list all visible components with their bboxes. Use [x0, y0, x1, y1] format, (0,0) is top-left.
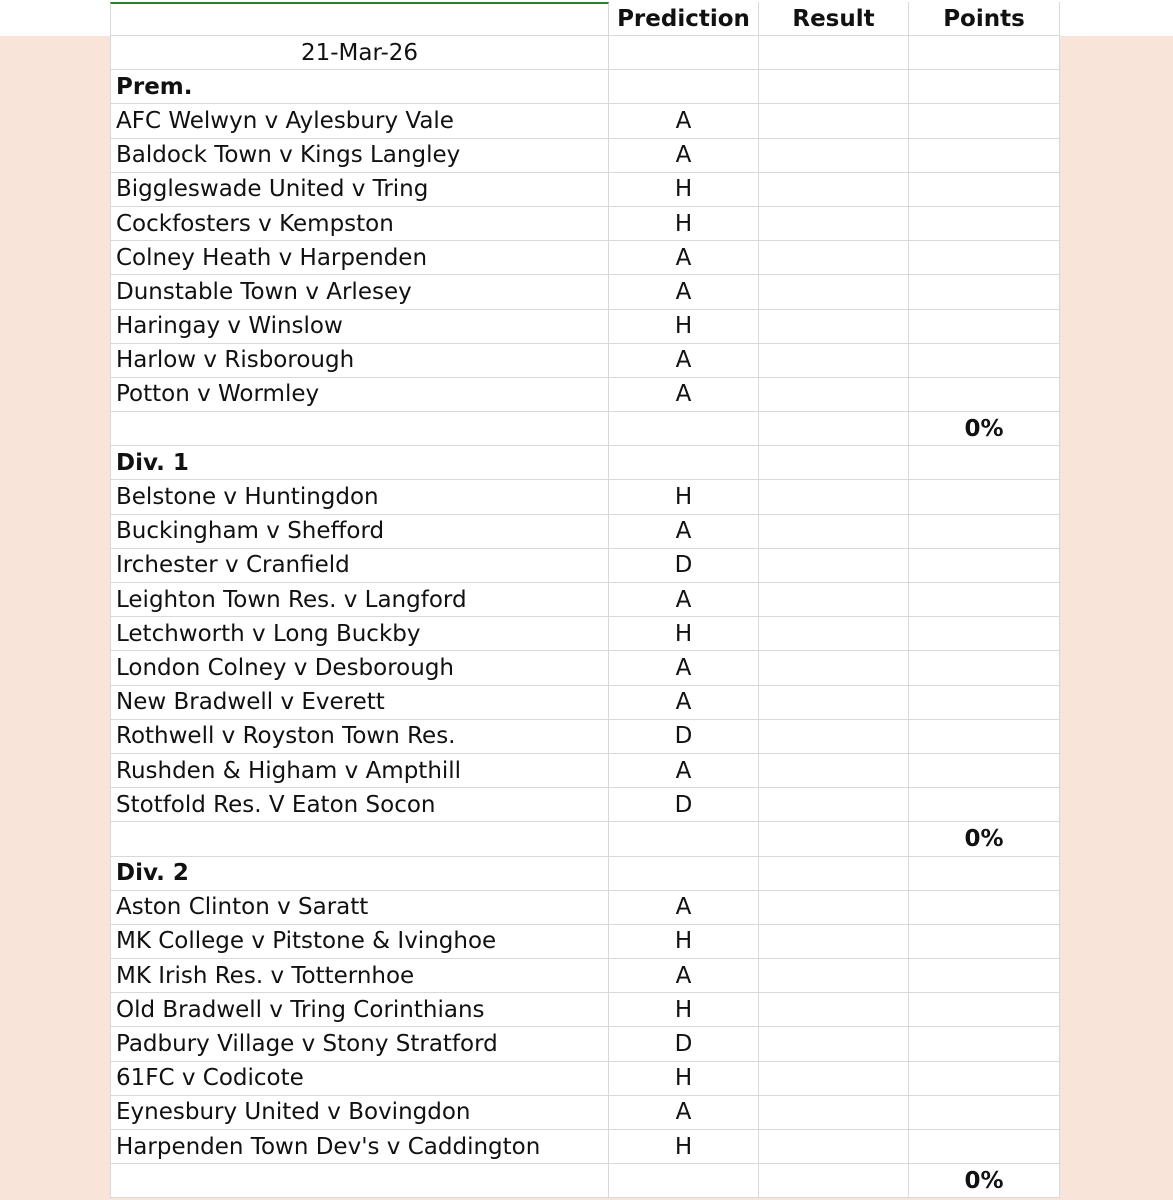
fixture-cell[interactable]: Rothwell v Royston Town Res.	[110, 720, 609, 753]
result-cell[interactable]	[759, 275, 909, 308]
result-cell[interactable]	[759, 378, 909, 411]
empty-cell[interactable]	[909, 857, 1060, 890]
fixture-cell[interactable]: Haringay v Winslow	[110, 310, 609, 343]
points-cell[interactable]	[909, 959, 1060, 992]
points-cell[interactable]	[909, 993, 1060, 1026]
fixture-row	[110, 549, 1060, 583]
fixture-cell[interactable]: Buckingham v Shefford	[110, 515, 609, 548]
prediction-cell[interactable]: D	[609, 788, 759, 821]
fixture-row	[110, 925, 1060, 959]
result-cell[interactable]	[759, 959, 909, 992]
section-title-row	[110, 857, 1060, 891]
points-cell[interactable]	[909, 241, 1060, 274]
prediction-cell[interactable]: H	[609, 480, 759, 513]
result-cell[interactable]	[759, 480, 909, 513]
result-cell[interactable]	[759, 310, 909, 343]
fixture-row	[110, 1027, 1060, 1061]
empty-cell[interactable]	[110, 1164, 609, 1197]
fixture-cell[interactable]: Biggleswade United v Tring	[110, 173, 609, 206]
points-cell[interactable]	[909, 686, 1060, 719]
result-header[interactable]: Result	[759, 2, 909, 35]
date-cell[interactable]: 21-Mar-26	[110, 36, 609, 69]
empty-cell[interactable]	[759, 446, 909, 479]
result-cell[interactable]	[759, 1062, 909, 1095]
fixture-cell[interactable]: Harpenden Town Dev's v Caddington	[110, 1130, 609, 1163]
header-blank-cell[interactable]	[110, 2, 609, 35]
points-cell[interactable]	[909, 104, 1060, 137]
points-cell[interactable]	[909, 310, 1060, 343]
prediction-cell[interactable]: A	[609, 1096, 759, 1129]
fixture-cell[interactable]: Letchworth v Long Buckby	[110, 617, 609, 650]
fixture-cell[interactable]: Belstone v Huntingdon	[110, 480, 609, 513]
spreadsheet-grid	[110, 2, 1060, 1198]
points-cell[interactable]	[909, 139, 1060, 172]
fixture-row	[110, 275, 1060, 309]
empty-cell[interactable]	[609, 446, 759, 479]
empty-cell[interactable]	[909, 36, 1060, 69]
result-cell[interactable]	[759, 788, 909, 821]
fixture-row	[110, 1130, 1060, 1164]
empty-cell[interactable]	[609, 70, 759, 103]
prediction-cell[interactable]: A	[609, 378, 759, 411]
result-cell[interactable]	[759, 207, 909, 240]
result-cell[interactable]	[759, 1027, 909, 1060]
points-cell[interactable]	[909, 583, 1060, 616]
fixture-row	[110, 583, 1060, 617]
fixture-cell[interactable]: Rushden & Higham v Ampthill	[110, 754, 609, 787]
result-cell[interactable]	[759, 104, 909, 137]
fixture-cell[interactable]: Leighton Town Res. v Langford	[110, 583, 609, 616]
fixture-row	[110, 686, 1060, 720]
empty-cell[interactable]	[759, 822, 909, 855]
empty-cell[interactable]	[609, 36, 759, 69]
points-cell[interactable]	[909, 1130, 1060, 1163]
result-cell[interactable]	[759, 1096, 909, 1129]
fixture-cell[interactable]: Aston Clinton v Saratt	[110, 891, 609, 924]
fixture-row	[110, 1062, 1060, 1096]
empty-cell[interactable]	[609, 822, 759, 855]
fixture-row	[110, 173, 1060, 207]
fixture-cell[interactable]: Eynesbury United v Bovingdon	[110, 1096, 609, 1129]
result-cell[interactable]	[759, 617, 909, 650]
prediction-cell[interactable]: D	[609, 720, 759, 753]
section-total-row	[110, 822, 1060, 856]
result-cell[interactable]	[759, 925, 909, 958]
points-cell[interactable]	[909, 617, 1060, 650]
points-cell[interactable]	[909, 1096, 1060, 1129]
fixture-cell[interactable]: New Bradwell v Everett	[110, 686, 609, 719]
fixture-row	[110, 720, 1060, 754]
fixture-cell[interactable]: Stotfold Res. V Eaton Socon	[110, 788, 609, 821]
points-cell[interactable]	[909, 925, 1060, 958]
result-cell[interactable]	[759, 1130, 909, 1163]
fixture-row	[110, 207, 1060, 241]
points-cell[interactable]	[909, 1027, 1060, 1060]
result-cell[interactable]	[759, 583, 909, 616]
fixture-cell[interactable]: Colney Heath v Harpenden	[110, 241, 609, 274]
fixture-cell[interactable]: Potton v Wormley	[110, 378, 609, 411]
prediction-cell[interactable]: H	[609, 207, 759, 240]
fixture-row	[110, 754, 1060, 788]
result-cell[interactable]	[759, 720, 909, 753]
prediction-cell[interactable]: A	[609, 344, 759, 377]
fixture-cell[interactable]: MK College v Pitstone & Ivinghoe	[110, 925, 609, 958]
points-cell[interactable]	[909, 788, 1060, 821]
fixture-row	[110, 104, 1060, 138]
result-cell[interactable]	[759, 993, 909, 1026]
empty-cell[interactable]	[110, 412, 609, 445]
fixture-row	[110, 344, 1060, 378]
fixture-cell[interactable]: Baldock Town v Kings Langley	[110, 139, 609, 172]
points-cell[interactable]	[909, 651, 1060, 684]
fixture-row	[110, 1096, 1060, 1130]
points-total-cell[interactable]: 0%	[909, 1164, 1060, 1197]
empty-cell[interactable]	[759, 70, 909, 103]
empty-cell[interactable]	[759, 36, 909, 69]
points-total-cell[interactable]: 0%	[909, 822, 1060, 855]
empty-cell[interactable]	[609, 1164, 759, 1197]
fixture-cell[interactable]: Irchester v Cranfield	[110, 549, 609, 582]
fixture-cell[interactable]: Cockfosters v Kempston	[110, 207, 609, 240]
prediction-cell[interactable]: A	[609, 686, 759, 719]
prediction-header[interactable]: Prediction	[609, 2, 759, 35]
section-title-row	[110, 70, 1060, 104]
section-total-row	[110, 412, 1060, 446]
fixture-row	[110, 515, 1060, 549]
points-header[interactable]: Points	[909, 2, 1060, 35]
result-cell[interactable]	[759, 139, 909, 172]
fixture-cell[interactable]: Old Bradwell v Tring Corinthians	[110, 993, 609, 1026]
points-cell[interactable]	[909, 515, 1060, 548]
points-cell[interactable]	[909, 480, 1060, 513]
fixture-row	[110, 310, 1060, 344]
fixture-row	[110, 139, 1060, 173]
section-title-row	[110, 446, 1060, 480]
prediction-cell[interactable]: A	[609, 104, 759, 137]
prediction-cell[interactable]: H	[609, 1130, 759, 1163]
empty-cell[interactable]	[609, 857, 759, 890]
empty-cell[interactable]	[759, 412, 909, 445]
empty-cell[interactable]	[759, 857, 909, 890]
prediction-cell[interactable]: H	[609, 173, 759, 206]
prediction-cell[interactable]: A	[609, 139, 759, 172]
points-total-cell[interactable]: 0%	[909, 412, 1060, 445]
prediction-cell[interactable]: H	[609, 617, 759, 650]
empty-cell[interactable]	[909, 70, 1060, 103]
section-total-row	[110, 1164, 1060, 1198]
prediction-cell[interactable]: H	[609, 993, 759, 1026]
result-cell[interactable]	[759, 344, 909, 377]
result-cell[interactable]	[759, 651, 909, 684]
date-row	[110, 36, 1060, 70]
points-cell[interactable]	[909, 754, 1060, 787]
points-cell[interactable]	[909, 207, 1060, 240]
prediction-cell[interactable]: A	[609, 583, 759, 616]
result-cell[interactable]	[759, 173, 909, 206]
header-row	[110, 2, 1060, 36]
fixture-cell[interactable]: 61FC v Codicote	[110, 1062, 609, 1095]
prediction-cell[interactable]: A	[609, 515, 759, 548]
points-cell[interactable]	[909, 378, 1060, 411]
fixture-row	[110, 993, 1060, 1027]
empty-cell[interactable]	[909, 446, 1060, 479]
points-cell[interactable]	[909, 891, 1060, 924]
prediction-cell[interactable]: A	[609, 754, 759, 787]
fixture-row	[110, 378, 1060, 412]
points-cell[interactable]	[909, 549, 1060, 582]
fixture-cell[interactable]: London Colney v Desborough	[110, 651, 609, 684]
section-title[interactable]: Div. 2	[110, 857, 609, 890]
fixture-cell[interactable]: AFC Welwyn v Aylesbury Vale	[110, 104, 609, 137]
fixture-row	[110, 617, 1060, 651]
result-cell[interactable]	[759, 515, 909, 548]
fixture-cell[interactable]: Harlow v Risborough	[110, 344, 609, 377]
fixture-row	[110, 241, 1060, 275]
prediction-cell[interactable]: A	[609, 241, 759, 274]
fixture-row	[110, 891, 1060, 925]
prediction-cell[interactable]: A	[609, 959, 759, 992]
result-cell[interactable]	[759, 241, 909, 274]
prediction-cell[interactable]: A	[609, 651, 759, 684]
fixture-cell[interactable]: MK Irish Res. v Totternhoe	[110, 959, 609, 992]
points-cell[interactable]	[909, 275, 1060, 308]
fixture-row	[110, 651, 1060, 685]
prediction-cell[interactable]: H	[609, 925, 759, 958]
prediction-cell[interactable]: A	[609, 275, 759, 308]
fixture-cell[interactable]: Dunstable Town v Arlesey	[110, 275, 609, 308]
fixture-cell[interactable]: Padbury Village v Stony Stratford	[110, 1027, 609, 1060]
result-cell[interactable]	[759, 754, 909, 787]
empty-cell[interactable]	[609, 412, 759, 445]
result-cell[interactable]	[759, 686, 909, 719]
fixture-row	[110, 788, 1060, 822]
section-title[interactable]: Div. 1	[110, 446, 609, 479]
points-cell[interactable]	[909, 1062, 1060, 1095]
fixture-row	[110, 959, 1060, 993]
result-cell[interactable]	[759, 891, 909, 924]
points-cell[interactable]	[909, 173, 1060, 206]
prediction-cell[interactable]: A	[609, 891, 759, 924]
prediction-cell[interactable]: H	[609, 1062, 759, 1095]
prediction-cell[interactable]: H	[609, 310, 759, 343]
section-title[interactable]: Prem.	[110, 70, 609, 103]
prediction-cell[interactable]: D	[609, 549, 759, 582]
result-cell[interactable]	[759, 549, 909, 582]
points-cell[interactable]	[909, 720, 1060, 753]
fixture-row	[110, 480, 1060, 514]
empty-cell[interactable]	[110, 822, 609, 855]
empty-cell[interactable]	[759, 1164, 909, 1197]
prediction-cell[interactable]: D	[609, 1027, 759, 1060]
points-cell[interactable]	[909, 344, 1060, 377]
